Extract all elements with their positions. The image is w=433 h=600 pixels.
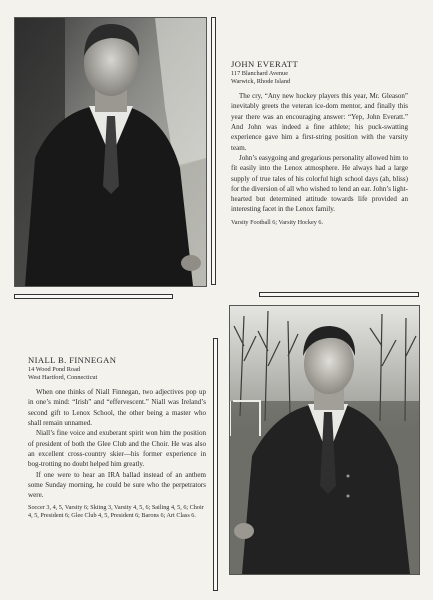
student-name: NIALL B. FINNEGAN xyxy=(28,355,117,365)
student-name: JOHN EVERATT xyxy=(231,59,299,69)
bio-paragraph: If one were to hear an IRA ballad instead of an anthem some Sunday morning, he could be sure who the perpetrators were. xyxy=(28,470,206,500)
bio-paragraph: The cry, “Any new hockey players this year, Mr. Gleason” inevitably greets the veteran ice-dom mentor, and finally this year there was an encouraging answer: “Yep, John Everatt.” And John was indeed a fine athlete; his puck-swatting experience gave him a first-string position with the varsity team. xyxy=(231,92,408,152)
photo-john-everatt xyxy=(14,17,207,287)
vertical-rule-top xyxy=(211,17,216,285)
address-line-1: 14 Wood Pond Road xyxy=(28,366,81,373)
bio-john-everatt xyxy=(231,59,408,233)
portrait-image xyxy=(15,18,206,286)
address-line-2: Warwick, Rhode Island xyxy=(231,77,291,85)
horizontal-rule-left xyxy=(14,294,173,299)
bio-niall-finnegan xyxy=(28,355,206,527)
bio-paragraph: Niall’s fine voice and exuberant spirit won him the position of president of both the Glee Club and the Choir. He was also an excellent cross-country skier—his former experience in bog-trotting no doubt helped him greatly. xyxy=(28,429,206,469)
bio-paragraph: When one thinks of Niall Finnegan, two adjectives pop up in one’s mind: “Irish” and “effervescent.” Niall was Ireland’s second gift to Lenox School, the other being a master who shall remain unnamed. xyxy=(28,388,206,428)
address-line-1: 117 Blanchard Avenue xyxy=(231,70,289,77)
photo-niall-finnegan xyxy=(229,305,420,575)
vertical-rule-bottom xyxy=(213,338,218,591)
horizontal-rule-right xyxy=(259,292,419,297)
activities-list: Soccer 3, 4, 5, Varsity 6; Skiing 3, Varsity 4, 5, 6; Sailing 4, 5, 6; Choir 4, 5, President 6; Glee Club 4, 5, President 6; Barons 6; Art Class 6. xyxy=(28,504,204,520)
bio-paragraph: John’s easygoing and gregarious personality allowed him to fit easily into the Lenox atmosphere. He always had a large supply of true tales of his colorful high school days (ah, bliss) for the diversion of all who wished to lend an ear. John’s light-hearted but determined attitude towards life provided an interesting facet in the Lenox family. xyxy=(231,153,408,214)
portrait-image xyxy=(230,306,419,574)
activities-list: Varsity Football 6; Varsity Hockey 6. xyxy=(231,218,323,226)
address-line-2: West Hartford, Connecticut xyxy=(28,373,98,381)
